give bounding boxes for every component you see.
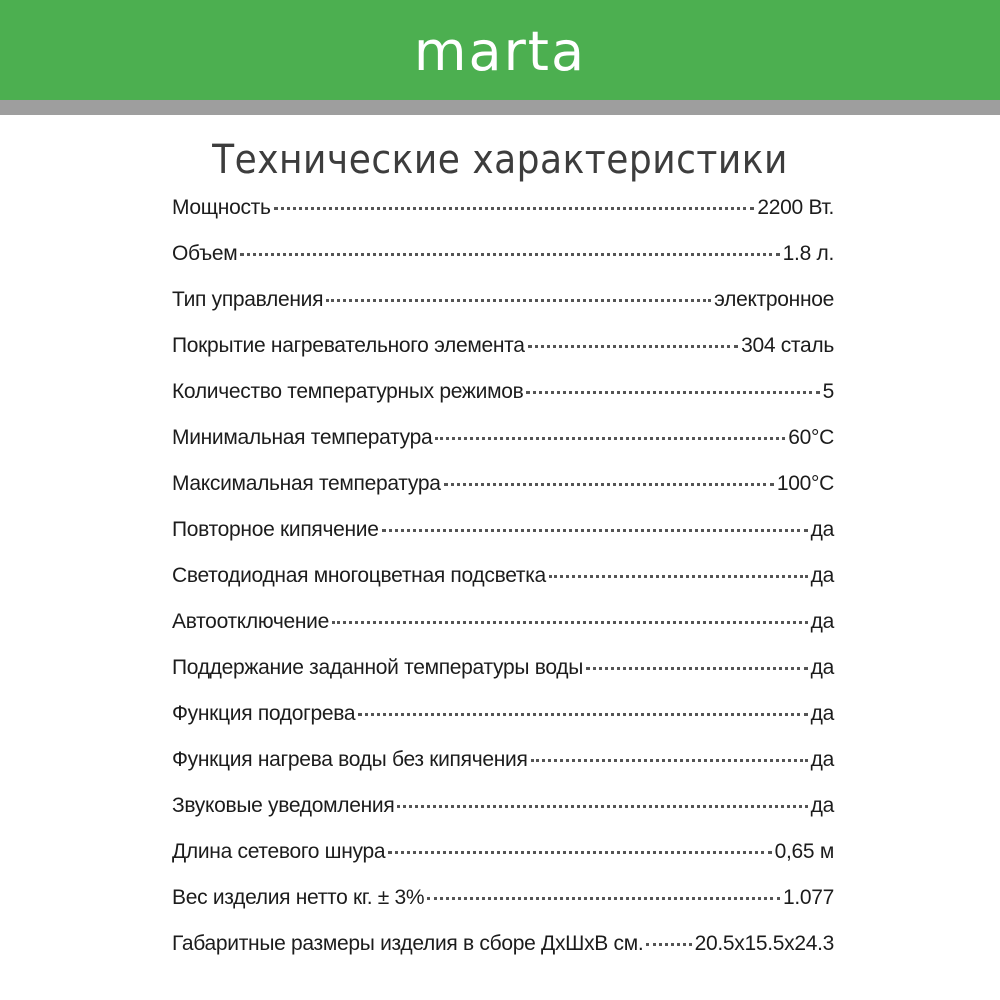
spec-row bbox=[172, 196, 834, 242]
header-divider bbox=[0, 100, 1000, 115]
spec-value: да bbox=[810, 794, 834, 817]
spec-row bbox=[172, 794, 834, 840]
brand-logo: marta bbox=[413, 20, 587, 83]
dot-leader bbox=[388, 851, 771, 854]
spec-value: да bbox=[810, 748, 834, 771]
spec-row bbox=[172, 610, 834, 656]
spec-label: Длина сетевого шнура bbox=[172, 840, 386, 863]
spec-label: Функция подогрева bbox=[172, 702, 356, 725]
spec-value: 5 bbox=[822, 380, 834, 403]
dot-leader bbox=[646, 943, 691, 946]
spec-value: 2200 Вт. bbox=[757, 196, 834, 219]
spec-label: Объем bbox=[172, 242, 238, 265]
spec-row bbox=[172, 242, 834, 288]
spec-value: да bbox=[810, 564, 834, 587]
spec-row bbox=[172, 564, 834, 610]
page-title: Технические характеристики bbox=[212, 137, 788, 183]
spec-label: Габаритные размеры изделия в сборе ДхШхВ см. bbox=[172, 932, 644, 955]
spec-row bbox=[172, 288, 834, 334]
dot-leader bbox=[427, 897, 780, 900]
dot-leader bbox=[586, 667, 808, 670]
dot-leader bbox=[332, 621, 808, 624]
spec-list bbox=[172, 196, 834, 978]
spec-label: Вес изделия нетто кг. ± 3% bbox=[172, 886, 425, 909]
spec-label: Максимальная температура bbox=[172, 472, 441, 495]
spec-row bbox=[172, 702, 834, 748]
brand-header bbox=[0, 0, 1000, 100]
spec-value: 304 сталь bbox=[741, 334, 834, 357]
spec-value: 20.5х15.5х24.3 bbox=[694, 932, 834, 955]
dot-leader bbox=[444, 483, 774, 486]
spec-label: Поддержание заданной температуры воды bbox=[172, 656, 583, 679]
spec-value: 1.8 л. bbox=[782, 242, 834, 265]
spec-label: Светодиодная многоцветная подсветка bbox=[172, 564, 546, 587]
spec-value: да bbox=[810, 518, 834, 541]
spec-value: электронное bbox=[714, 288, 834, 311]
dot-leader bbox=[526, 391, 819, 394]
spec-value: да bbox=[810, 702, 834, 725]
spec-label: Повторное кипячение bbox=[172, 518, 379, 541]
spec-value: 60°С bbox=[788, 426, 834, 449]
dot-leader bbox=[358, 713, 807, 716]
spec-label: Функция нагрева воды без кипячения bbox=[172, 748, 528, 771]
spec-label: Звуковые уведомления bbox=[172, 794, 395, 817]
spec-row bbox=[172, 518, 834, 564]
spec-row bbox=[172, 886, 834, 932]
spec-label: Покрытие нагревательного элемента bbox=[172, 334, 525, 357]
spec-value: да bbox=[810, 656, 834, 679]
spec-label: Минимальная температура bbox=[172, 426, 433, 449]
dot-leader bbox=[549, 575, 808, 578]
spec-row bbox=[172, 380, 834, 426]
dot-leader bbox=[274, 207, 755, 210]
dot-leader bbox=[397, 805, 807, 808]
spec-row bbox=[172, 426, 834, 472]
dot-leader bbox=[240, 253, 779, 256]
spec-label: Мощность bbox=[172, 196, 271, 219]
dot-leader bbox=[528, 345, 738, 348]
dot-leader bbox=[435, 437, 785, 440]
spec-row bbox=[172, 334, 834, 380]
spec-row bbox=[172, 748, 834, 794]
spec-value: да bbox=[810, 610, 834, 633]
spec-row bbox=[172, 472, 834, 518]
spec-label: Автоотключение bbox=[172, 610, 329, 633]
spec-row bbox=[172, 932, 834, 978]
spec-row bbox=[172, 656, 834, 702]
spec-row bbox=[172, 840, 834, 886]
spec-label: Количество температурных режимов bbox=[172, 380, 524, 403]
dot-leader bbox=[531, 759, 808, 762]
spec-value: 0,65 м bbox=[774, 840, 834, 863]
dot-leader bbox=[326, 299, 711, 302]
spec-value: 100°С bbox=[776, 472, 834, 495]
spec-label: Тип управления bbox=[172, 288, 324, 311]
spec-value: 1.077 bbox=[782, 886, 834, 909]
dot-leader bbox=[382, 529, 808, 532]
